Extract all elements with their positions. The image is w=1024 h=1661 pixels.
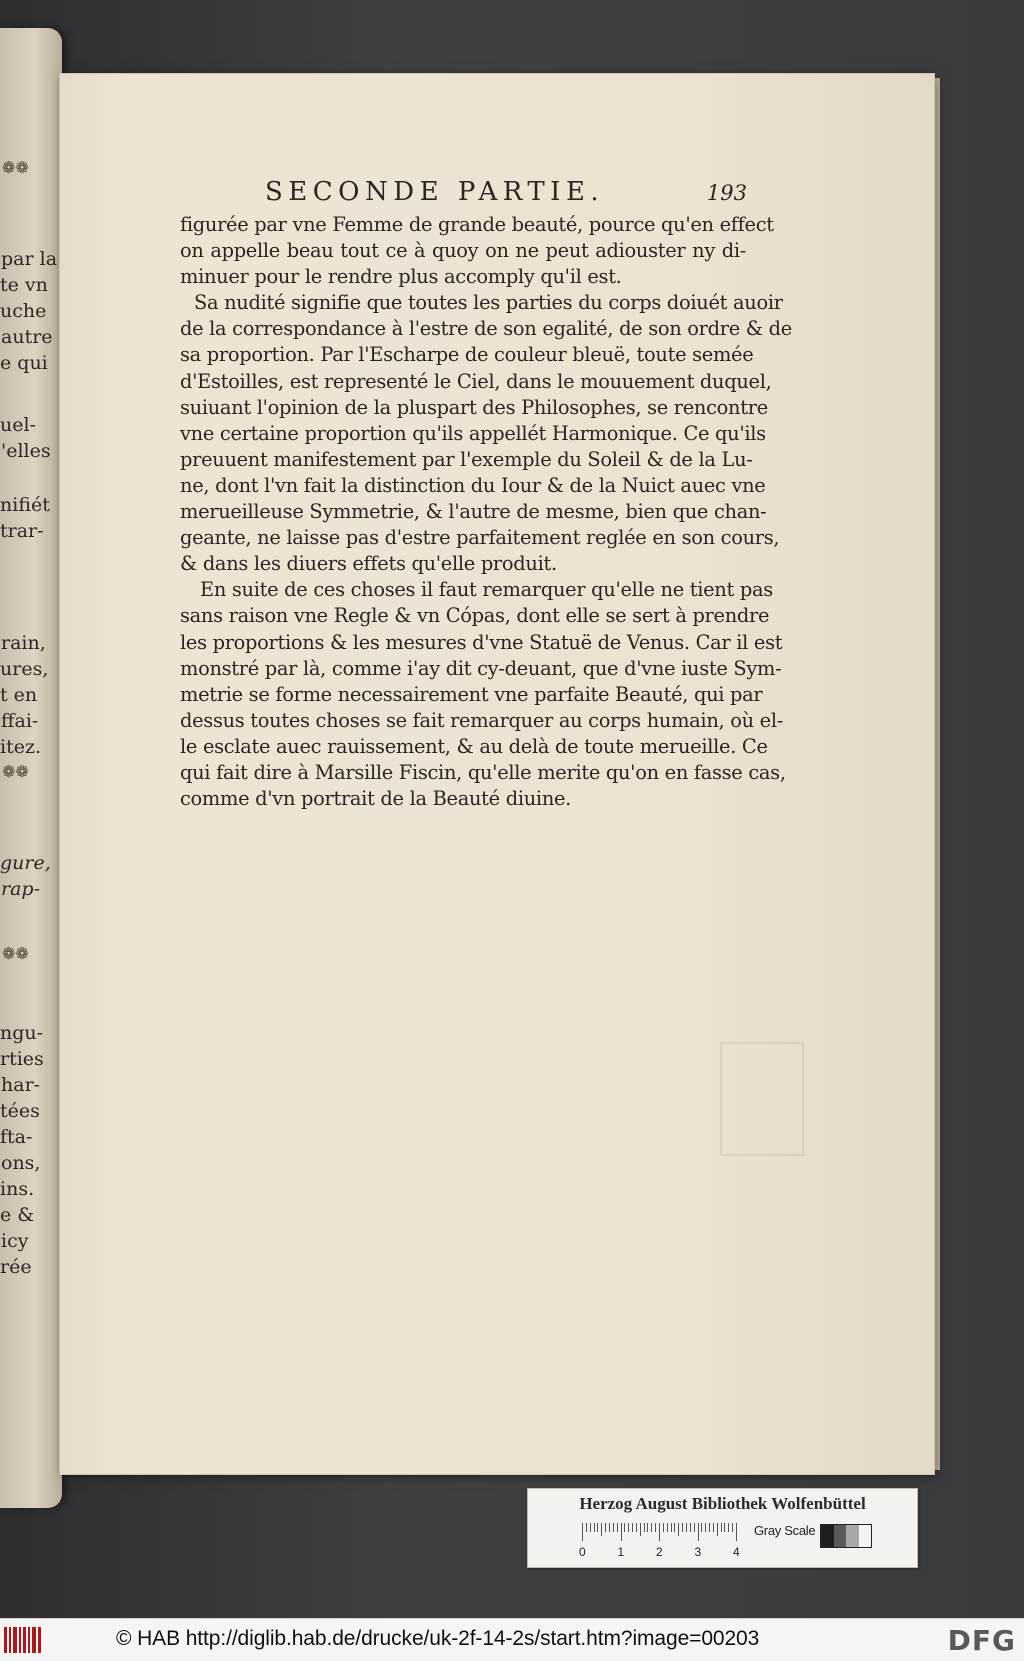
ruler-tick <box>597 1523 598 1532</box>
text-line: dessus toutes choses se fait remarquer au corps humain, où el- <box>180 708 783 732</box>
left-page-text-fragment: autre <box>1 326 53 348</box>
ruler-tick <box>613 1523 614 1532</box>
ruler-tick <box>698 1523 699 1541</box>
left-page-text-fragment: rap- <box>1 878 40 900</box>
left-page-text-fragment: gure, <box>0 852 51 874</box>
left-page-text-fragment: itez. <box>0 736 42 758</box>
text-line: de la correspondance à l'estre de son egalité, de son ordre & de <box>180 317 792 341</box>
gray-swatch <box>846 1525 859 1547</box>
text-line: metrie se forme necessairement vne parfaite Beauté, qui par <box>180 682 763 706</box>
text-line: on appelle beau tout ce à quoy on ne peut adiouster ny di- <box>180 239 746 263</box>
ruler-tick <box>628 1523 629 1532</box>
left-page-text-fragment: e qui <box>0 352 48 374</box>
ruler-tick <box>736 1523 737 1541</box>
text-line: d'Estoilles, est representé le Ciel, dans le mouuement duquel, <box>180 369 772 393</box>
ornament-icon: ❁❁ <box>2 944 29 963</box>
text-line: monstré par là, comme i'ay dit cy-deuant, que d'vne iuste Sym- <box>180 656 782 680</box>
left-page-text-fragment: har- <box>1 1074 41 1096</box>
text-line: & dans les diuers effets qu'elle produit. <box>180 552 557 576</box>
ruler-tick <box>601 1523 602 1536</box>
left-page-text-fragment: par la <box>1 248 58 270</box>
ruler-tick <box>594 1523 595 1532</box>
show-through-ornament <box>720 1042 804 1156</box>
ruler-number: 2 <box>656 1545 663 1559</box>
text-line: comme d'vn portrait de la Beauté diuine. <box>180 787 572 811</box>
ruler-tick <box>728 1523 729 1532</box>
footer-bar <box>0 1618 1024 1661</box>
color-reference-card <box>527 1488 918 1568</box>
ruler-tick <box>663 1523 664 1532</box>
ruler-tick <box>667 1523 668 1532</box>
ruler-tick <box>686 1523 687 1532</box>
ornament-icon: ❁❁ <box>2 158 29 177</box>
text-line: geante, ne laisse pas d'estre parfaitement reglée en son cours, <box>180 526 780 550</box>
ruler-tick <box>605 1523 606 1532</box>
ruler-number: 4 <box>733 1545 740 1559</box>
left-page-text-fragment: ins. <box>0 1178 35 1200</box>
left-page-text-fragment: tées <box>0 1100 40 1122</box>
running-head: SECONDE PARTIE. <box>265 177 605 207</box>
ruler-tick <box>705 1523 706 1532</box>
page-header <box>265 177 747 207</box>
dfg-logo: DFG <box>947 1624 1016 1657</box>
ruler-tick <box>674 1523 675 1532</box>
left-page-text-fragment: ons, <box>1 1152 41 1174</box>
left-page-text-fragment: t en <box>0 684 38 706</box>
barcode-bar <box>32 1627 36 1653</box>
left-page-text-fragment: trar- <box>0 520 44 542</box>
ruler-tick <box>586 1523 587 1532</box>
ruler-tick <box>632 1523 633 1532</box>
ruler-tick <box>621 1523 622 1541</box>
ruler-tick <box>659 1523 660 1541</box>
ruler-tick <box>644 1523 645 1532</box>
ruler-tick <box>647 1523 648 1532</box>
ruler-tick <box>682 1523 683 1532</box>
barcode-bar <box>23 1627 26 1653</box>
ruler-tick <box>671 1523 672 1532</box>
text-line: ne, dont l'vn fait la distinction du Iour & de la Nuict auec vne <box>180 473 766 497</box>
barcode-bar <box>9 1627 11 1653</box>
gray-scale-label: Gray Scale <box>754 1523 816 1538</box>
ruler-tick <box>582 1523 583 1541</box>
left-page-text-fragment: uche <box>0 300 47 322</box>
text-line: suiuant l'opinion de la pluspart des Philosophes, se rencontre <box>180 395 768 419</box>
ruler-tick <box>636 1523 637 1532</box>
gray-scale-swatches <box>820 1524 872 1548</box>
left-page-text-fragment: ngu- <box>0 1022 44 1044</box>
footer-source-link[interactable]: © HAB http://diglib.hab.de/drucke/uk-2f-14-2s/start.htm?image=00203 <box>116 1627 760 1650</box>
left-page-text-fragment: rée <box>0 1256 32 1278</box>
library-name: Herzog August Bibliothek Wolfenbüttel <box>579 1494 866 1513</box>
ruler-tick <box>717 1523 718 1536</box>
gray-swatch <box>859 1525 872 1547</box>
left-page-text-fragment: e & <box>0 1204 35 1226</box>
left-page-text-fragment: rties <box>0 1048 44 1070</box>
ruler-tick <box>640 1523 641 1536</box>
text-line: minuer pour le rendre plus accomply qu'il est. <box>180 265 622 289</box>
barcode-bar <box>19 1627 21 1653</box>
left-facing-page <box>0 28 62 1508</box>
text-line: vne certaine proportion qu'ils appellét Harmonique. Ce qu'ils <box>180 421 766 445</box>
text-line: En suite de ces choses il faut remarquer qu'elle ne tient pas <box>200 578 773 602</box>
left-page-text-fragment: te vn <box>0 274 48 296</box>
left-page-text-fragment: rain, <box>1 632 46 654</box>
ruler-tick <box>624 1523 625 1532</box>
ruler-number: 3 <box>694 1545 702 1559</box>
ruler-tick <box>651 1523 652 1532</box>
hab-barcode-icon <box>4 1627 48 1653</box>
ornament-icon: ❁❁ <box>2 762 29 781</box>
barcode-bar <box>38 1627 41 1653</box>
ruler-tick <box>732 1523 733 1532</box>
ruler-number: 0 <box>579 1545 586 1559</box>
ruler-tick <box>724 1523 725 1532</box>
ruler-tick <box>678 1523 679 1536</box>
body-text <box>180 212 792 812</box>
barcode-bar <box>13 1627 17 1653</box>
barcode-bar <box>4 1627 7 1653</box>
ruler-number: 1 <box>617 1545 625 1559</box>
text-line: Sa nudité signifie que toutes les parties du corps doiuét auoir <box>194 291 783 315</box>
ruler-tick <box>721 1523 722 1532</box>
page-number: 193 <box>706 181 747 205</box>
ruler-tick <box>590 1523 591 1532</box>
ruler-tick <box>713 1523 714 1532</box>
left-page-text-fragment: uel- <box>0 414 36 436</box>
left-page-text-fragment: ffai- <box>1 710 39 732</box>
left-page-text-fragment: icy <box>1 1230 29 1252</box>
ruler-tick <box>701 1523 702 1532</box>
left-page-text-fragment: fta- <box>0 1126 33 1148</box>
ruler-tick <box>655 1523 656 1532</box>
ruler-tick <box>709 1523 710 1532</box>
gray-swatch <box>821 1525 834 1547</box>
text-line: sa proportion. Par l'Escharpe de couleur bleuë, toute semée <box>180 343 754 367</box>
text-line: qui fait dire à Marsille Fiscin, qu'elle merite qu'on en fasse cas, <box>180 760 786 784</box>
gray-swatch <box>834 1525 847 1547</box>
text-line: le esclate auec rauissement, & au delà de toute merueille. Ce <box>180 734 768 758</box>
left-page-text-fragment: ures, <box>0 658 49 680</box>
text-line: sans raison vne Regle & vn Cópas, dont elle se sert à prendre <box>180 604 770 628</box>
ruler-tick <box>617 1523 618 1532</box>
barcode-bar <box>28 1627 30 1653</box>
ruler-tick <box>694 1523 695 1532</box>
scale-ruler <box>582 1523 740 1541</box>
text-line: les proportions & les mesures d'vne Statuë de Venus. Car il est <box>180 630 783 654</box>
text-line: figurée par vne Femme de grande beauté, pource qu'en effect <box>180 213 774 236</box>
left-page-text-fragment: nifiét <box>0 494 50 516</box>
text-line: merueilleuse Symmetrie, & l'autre de mesme, bien que chan- <box>180 500 767 524</box>
text-line: preuuent manifestement par l'exemple du Soleil & de la Lu- <box>180 447 753 471</box>
left-page-text-fragment: 'elles <box>1 440 51 462</box>
ruler-tick <box>609 1523 610 1532</box>
ruler-tick <box>690 1523 691 1532</box>
